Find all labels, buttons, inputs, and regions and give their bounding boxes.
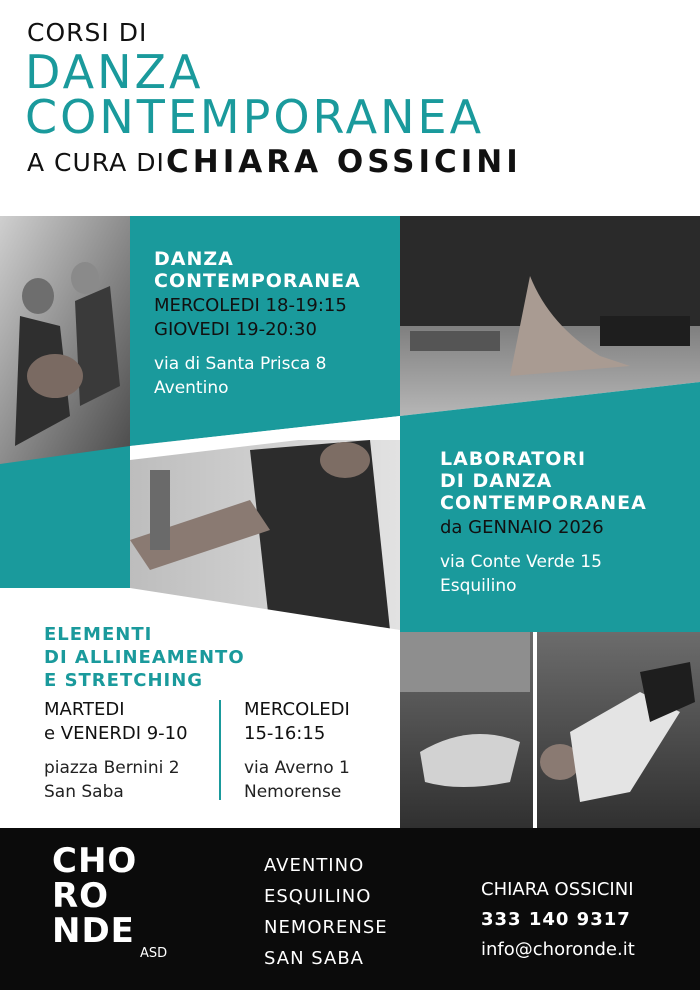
course-1-day-2: GIOVEDI 19-20:30 (154, 319, 317, 340)
header-a-cura-di: A CURA DI (27, 148, 165, 177)
contact-block (481, 875, 635, 965)
area-item: ESQUILINO (264, 886, 372, 907)
course-2-title-2: DI DANZA (440, 470, 553, 492)
course-3-right-day-2: 15-16:15 (244, 723, 326, 744)
contact-phone[interactable]: 333 140 9317 (481, 909, 631, 930)
course-3-right-day-1: MERCOLEDI (244, 699, 350, 720)
header-teacher-name: CHIARA OSSICINI (166, 144, 522, 180)
course-2-address-2: Esquilino (440, 576, 517, 596)
course-3-right-address-1: via Averno 1 (244, 758, 350, 778)
course-2-start: da GENNAIO 2026 (440, 517, 604, 538)
course-2-address-1: via Conte Verde 15 (440, 552, 602, 572)
course-1 (154, 248, 361, 400)
logo-line-3: NDE (52, 911, 135, 951)
course-3-divider (219, 700, 221, 800)
contact-email[interactable]: info@choronde.it (481, 939, 635, 960)
course-3-title-3: E STRETCHING (44, 670, 204, 691)
course-1-day-1: MERCOLEDI 18-19:15 (154, 295, 347, 316)
course-3-left-day-2: e VENERDI 9-10 (44, 723, 188, 744)
course-3-left (44, 698, 188, 804)
choronde-logo (52, 841, 138, 951)
course-3-left-day-1: MARTEDI (44, 699, 125, 720)
logo-line-1: CHO (52, 841, 138, 881)
logo-line-2: RO (52, 876, 110, 916)
course-1-address-2: Aventino (154, 378, 229, 398)
footer (0, 828, 700, 990)
logo-suffix: ASD (140, 946, 168, 961)
area-item: SAN SABA (264, 948, 364, 969)
course-3-title (44, 623, 245, 692)
course-1-title-1: DANZA (154, 248, 234, 270)
header-danza: DANZA (25, 45, 204, 99)
contact-name: CHIARA OSSICINI (481, 879, 634, 900)
course-3-title-2: DI ALLINEAMENTO (44, 647, 245, 668)
course-3-left-address-1: piazza Bernini 2 (44, 758, 180, 778)
header-contemporanea: CONTEMPORANEA (25, 90, 485, 144)
course-3-left-address-2: San Saba (44, 782, 124, 802)
areas-list (264, 850, 388, 974)
course-1-address-1: via di Santa Prisca 8 (154, 354, 327, 374)
course-3-title-1: ELEMENTI (44, 624, 153, 645)
header-corsi-di: CORSI DI (27, 18, 148, 47)
course-3-right-address-2: Nemorense (244, 782, 342, 802)
course-2-title-3: CONTEMPORANEA (440, 492, 647, 514)
course-2-title-1: LABORATORI (440, 448, 587, 470)
course-2 (440, 448, 647, 598)
course-3-right (244, 698, 350, 804)
header (0, 0, 700, 216)
course-1-title-2: CONTEMPORANEA (154, 270, 361, 292)
area-item: AVENTINO (264, 855, 365, 876)
area-item: NEMORENSE (264, 917, 388, 938)
